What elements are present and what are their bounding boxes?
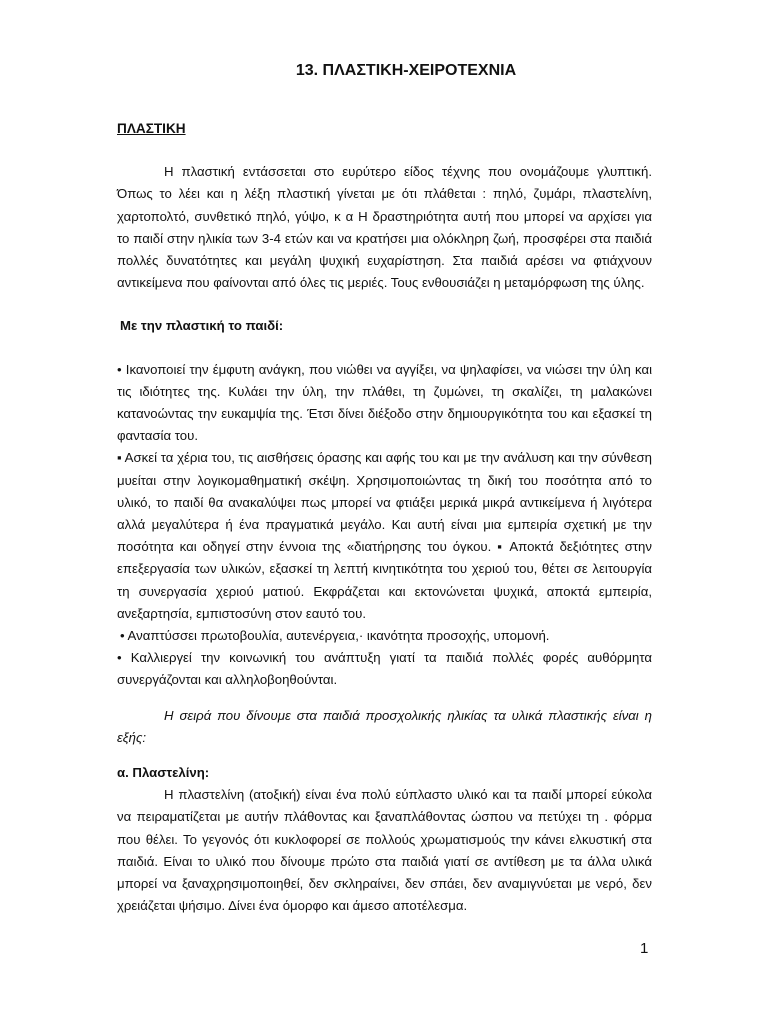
subheading-plasticine: α. Πλαστελίνη:: [117, 765, 210, 781]
subheading-child: Με την πλαστική το παιδί:: [120, 318, 284, 334]
intro-paragraph: Η πλαστική εντάσσεται στο ευρύτερο είδος τέχνης που ονομάζουμε γλυπτική. Όπως το λέει και η λέξη πλαστική γίνεται με ότι πλάθεται : πηλό, ζυμάρι, πλαστελίνη, χαρτοπολτό, συνθετικό πηλό, γύψο, κ α Η δραστηριότητα αυτή που μπορεί να αρχίσει για το παιδί στην ηλικία των 3-4 ετών και να κρατήσει μια ολόκληρη ζωή, προσφέρει στα παιδιά πολλές δυνατότητες και μεγάλη ψυχική ευχαρίστηση. Στα παιδιά αρέσει να φτιάχνουν αντικείμενα που φαίνονται από όλες τις μεριές. Τους ενθουσιάζει η μεταμόρφωση της ύλης.: [117, 164, 652, 291]
bullet-paragraph-1: • Ικανοποιεί την έμφυτη ανάγκη, που νιώθει να αγγίξει, να ψηλαφίσει, να νιώσει την ύλη και τις ιδιότητες της. Κυλάει την ύλη, την πλάθει, τη ζυμώνει, τη σκαλίζει, τη μαλακώνει κατανοώντας την ευκαμψία της. Έτσι δίνει διέξοδο στην δημιουργικότητα του και εξασκεί τη φαντασία του.: [117, 361, 652, 444]
bullet-paragraph-2: ▪ Ασκεί τα χέρια του, τις αισθήσεις όρασης και αφής του και με την ανάλυση και την σύνθεση μυείται στην λογικομαθηματική σκέψη. Χρησιμοποιώντας τη δική του ποσότητα από το υλικό, το παιδί θα ανακαλύψει πως μπορεί να φτιάξει μερικά μικρά αντικείμενα ή λιγότερα αλλά μεγαλύτερα ή ένα πραγματικά μεγάλο. Και αυτή είναι μια εμπειρία σχετική με την ποσότητα και οδηγεί στην έννοια της «διατήρησης του όγκου. ▪ Αποκτά δεξιότητες στην επεξεργασία των υλικών, εξασκεί τη λεπτή κινητικότητα του χεριού του, θέτει σε λειτουργία τη συνεργασία χεριού ματιού. Εκφράζεται και εκτονώνεται ψυχικά, αποκτά εμπειρία, ανεξαρτησία, εμπιστοσύνη στον εαυτό του.: [117, 450, 652, 621]
plasticine-paragraph: Η πλαστελίνη (ατοξική) είναι ένα πολύ εύπλαστο υλικό και τα παιδί μπορεί εύκολα να πειραματίζεται με αυτήν πλάθοντας και ξαναπλάθοντας ώσπου να πετύχει τη . φόρμα που θέλει. Το γεγονός ότι κυκλοφορεί σε πολλούς χρωματισμούς την κάνει ελκυστική στα παιδιά. Είναι το υλικό που δίνουμε πρώτο στα παιδιά γιατί σε αντίθεση με τα άλλα υλικά μπορεί να ξαναχρησιμοποιηθεί, δεν σκληραίνει, δεν σπάει, δεν αναμιγνύεται με νερό, δεν χρειάζεται ψήσιμο. Δίνει ένα όμορφο και άμεσο αποτέλεσμα.: [117, 787, 652, 914]
bullet-paragraph-4: • Καλλιεργεί την κοινωνική του ανάπτυξη γιατί τα παιδιά πολλές φορές αυθόρμητα συνεργάζονται και αλληλοβοηθούνται.: [117, 650, 652, 688]
page-number: 1: [640, 940, 649, 957]
order-sentence: Η σειρά που δίνουμε στα παιδιά προσχολικής ηλικίας τα υλικά πλαστικής είναι η εξής:: [117, 707, 652, 745]
section-heading: ΠΛΑΣΤΙΚΗ: [117, 121, 186, 136]
page-title: 13. ΠΛΑΣΤΙΚΗ-ΧΕΙΡΟΤΕΧΝΙΑ: [295, 62, 517, 79]
document-body: [117, 118, 652, 918]
bullet-paragraph-3: • Αναπτύσσει πρωτοβουλία, αυτενέργεια,· ικανότητα προσοχής, υπομονή.: [120, 628, 550, 644]
